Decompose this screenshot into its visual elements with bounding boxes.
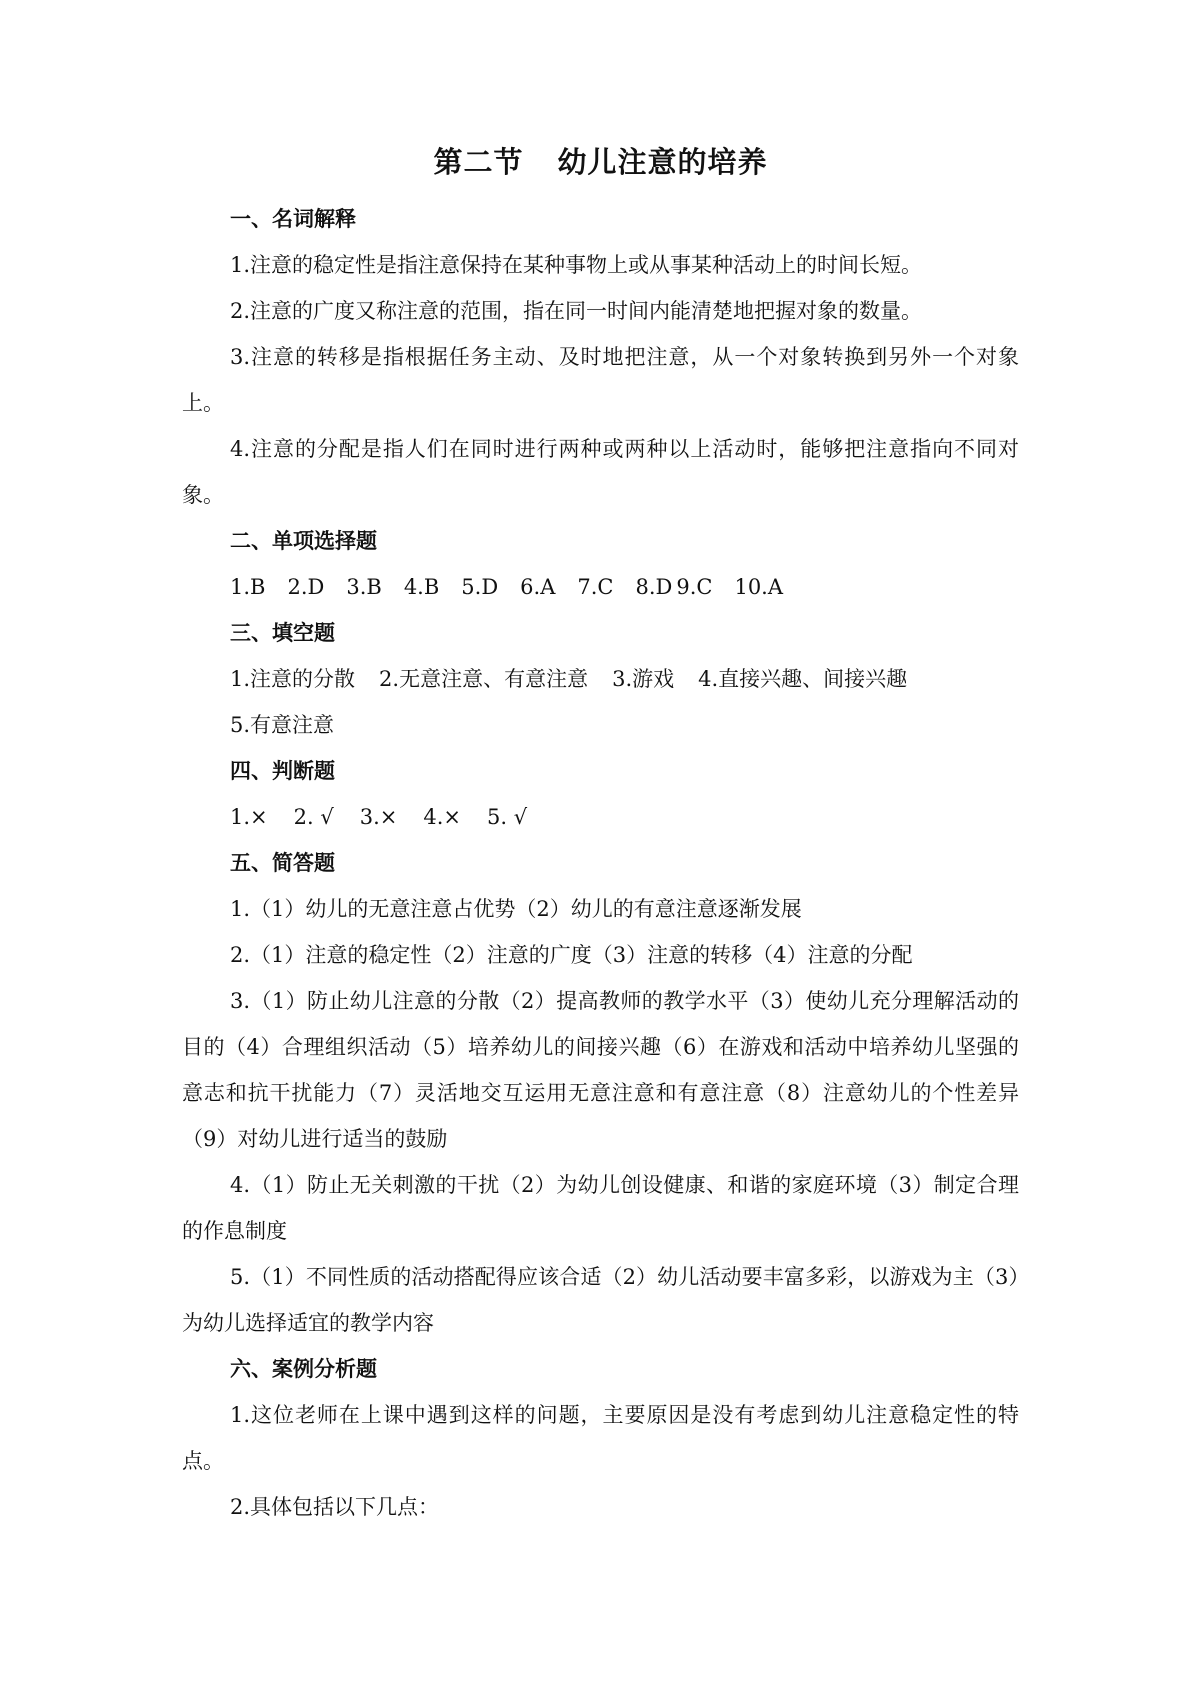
mc-answer: 5.D [461, 575, 499, 599]
mc-answer: 7.C [577, 575, 614, 599]
tf-answer: 4.× [423, 805, 462, 829]
mc-answer: 6.A [520, 575, 556, 599]
fill-in-blank-answers [182, 656, 1019, 702]
section-heading-true-false: 四、判断题 [230, 759, 335, 783]
section-heading-multiple-choice: 二、单项选择题 [230, 529, 377, 553]
fill-answer: 3.游戏 [612, 667, 675, 691]
short-answer-item: 5.（1）不同性质的活动搭配得应该合适（2）幼儿活动要丰富多彩，以游戏为主（3）为幼儿选择适宜的教学内容 [182, 1265, 1019, 1335]
fill-answer: 4.直接兴趣、间接兴趣 [698, 667, 908, 691]
mc-answer: 4.B [403, 575, 440, 599]
short-answer-item: 2.（1）注意的稳定性（2）注意的广度（3）注意的转移（4）注意的分配 [230, 943, 913, 967]
short-answer-item: 4.（1）防止无关刺激的干扰（2）为幼儿创设健康、和谐的家庭环境（3）制定合理的作息制度 [182, 1173, 1019, 1243]
definition-item: 4.注意的分配是指人们在同时进行两种或两种以上活动时，能够把注意指向不同对象。 [182, 437, 1019, 507]
true-false-answers [182, 794, 1019, 840]
mc-answer: 2.D [287, 575, 325, 599]
definition-item: 2.注意的广度又称注意的范围，指在同一时间内能清楚地把握对象的数量。 [230, 299, 923, 323]
short-answer-item: 3.（1）防止幼儿注意的分散（2）提高教师的教学水平（3）使幼儿充分理解活动的目的（4）合理组织活动（5）培养幼儿的间接兴趣（6）在游戏和活动中培养幼儿坚强的意志和抗干扰能力（7）灵活地交互运用无意注意和有意注意（8）注意幼儿的个性差异（9）对幼儿进行适当的鼓励 [182, 989, 1019, 1151]
mc-answer: 1.B [230, 575, 266, 599]
mc-answer: 10.A [734, 575, 784, 599]
section-heading-short-answer: 五、简答题 [230, 851, 335, 875]
title-text: 幼儿注意的培养 [557, 145, 768, 179]
section-heading-case-analysis: 六、案例分析题 [230, 1357, 377, 1381]
short-answer-item: 1.（1）幼儿的无意注意占优势（2）幼儿的有意注意逐渐发展 [230, 897, 802, 921]
case-analysis-item: 1.这位老师在上课中遇到这样的问题，主要原因是没有考虑到幼儿注意稳定性的特点。 [182, 1403, 1019, 1473]
case-analysis-item: 2.具体包括以下几点： [230, 1495, 440, 1519]
definition-item: 1.注意的稳定性是指注意保持在某种事物上或从事某种活动上的时间长短。 [230, 253, 923, 277]
mc-answer: 9.C [676, 575, 713, 599]
fill-answer: 1.注意的分散 [230, 667, 356, 691]
section-heading-term-definitions: 一、名词解释 [230, 207, 356, 231]
title-section-number: 第二节 [433, 145, 524, 179]
page-title [182, 140, 1019, 184]
section-heading-fill-in-blank: 三、填空题 [230, 621, 335, 645]
fill-in-blank-answer-5: 5.有意注意 [230, 713, 335, 737]
fill-answer: 2.无意注意、有意注意 [379, 667, 589, 691]
tf-answer: 1.× [230, 805, 268, 829]
multiple-choice-answers [182, 564, 1019, 610]
tf-answer: 3.× [359, 805, 398, 829]
tf-answer: 5. √ [487, 805, 528, 829]
tf-answer: 2. √ [293, 805, 334, 829]
mc-answer: 8.D [635, 575, 673, 599]
mc-answer: 3.B [346, 575, 382, 599]
definition-item: 3.注意的转移是指根据任务主动、及时地把注意，从一个对象转换到另外一个对象上。 [182, 345, 1019, 415]
